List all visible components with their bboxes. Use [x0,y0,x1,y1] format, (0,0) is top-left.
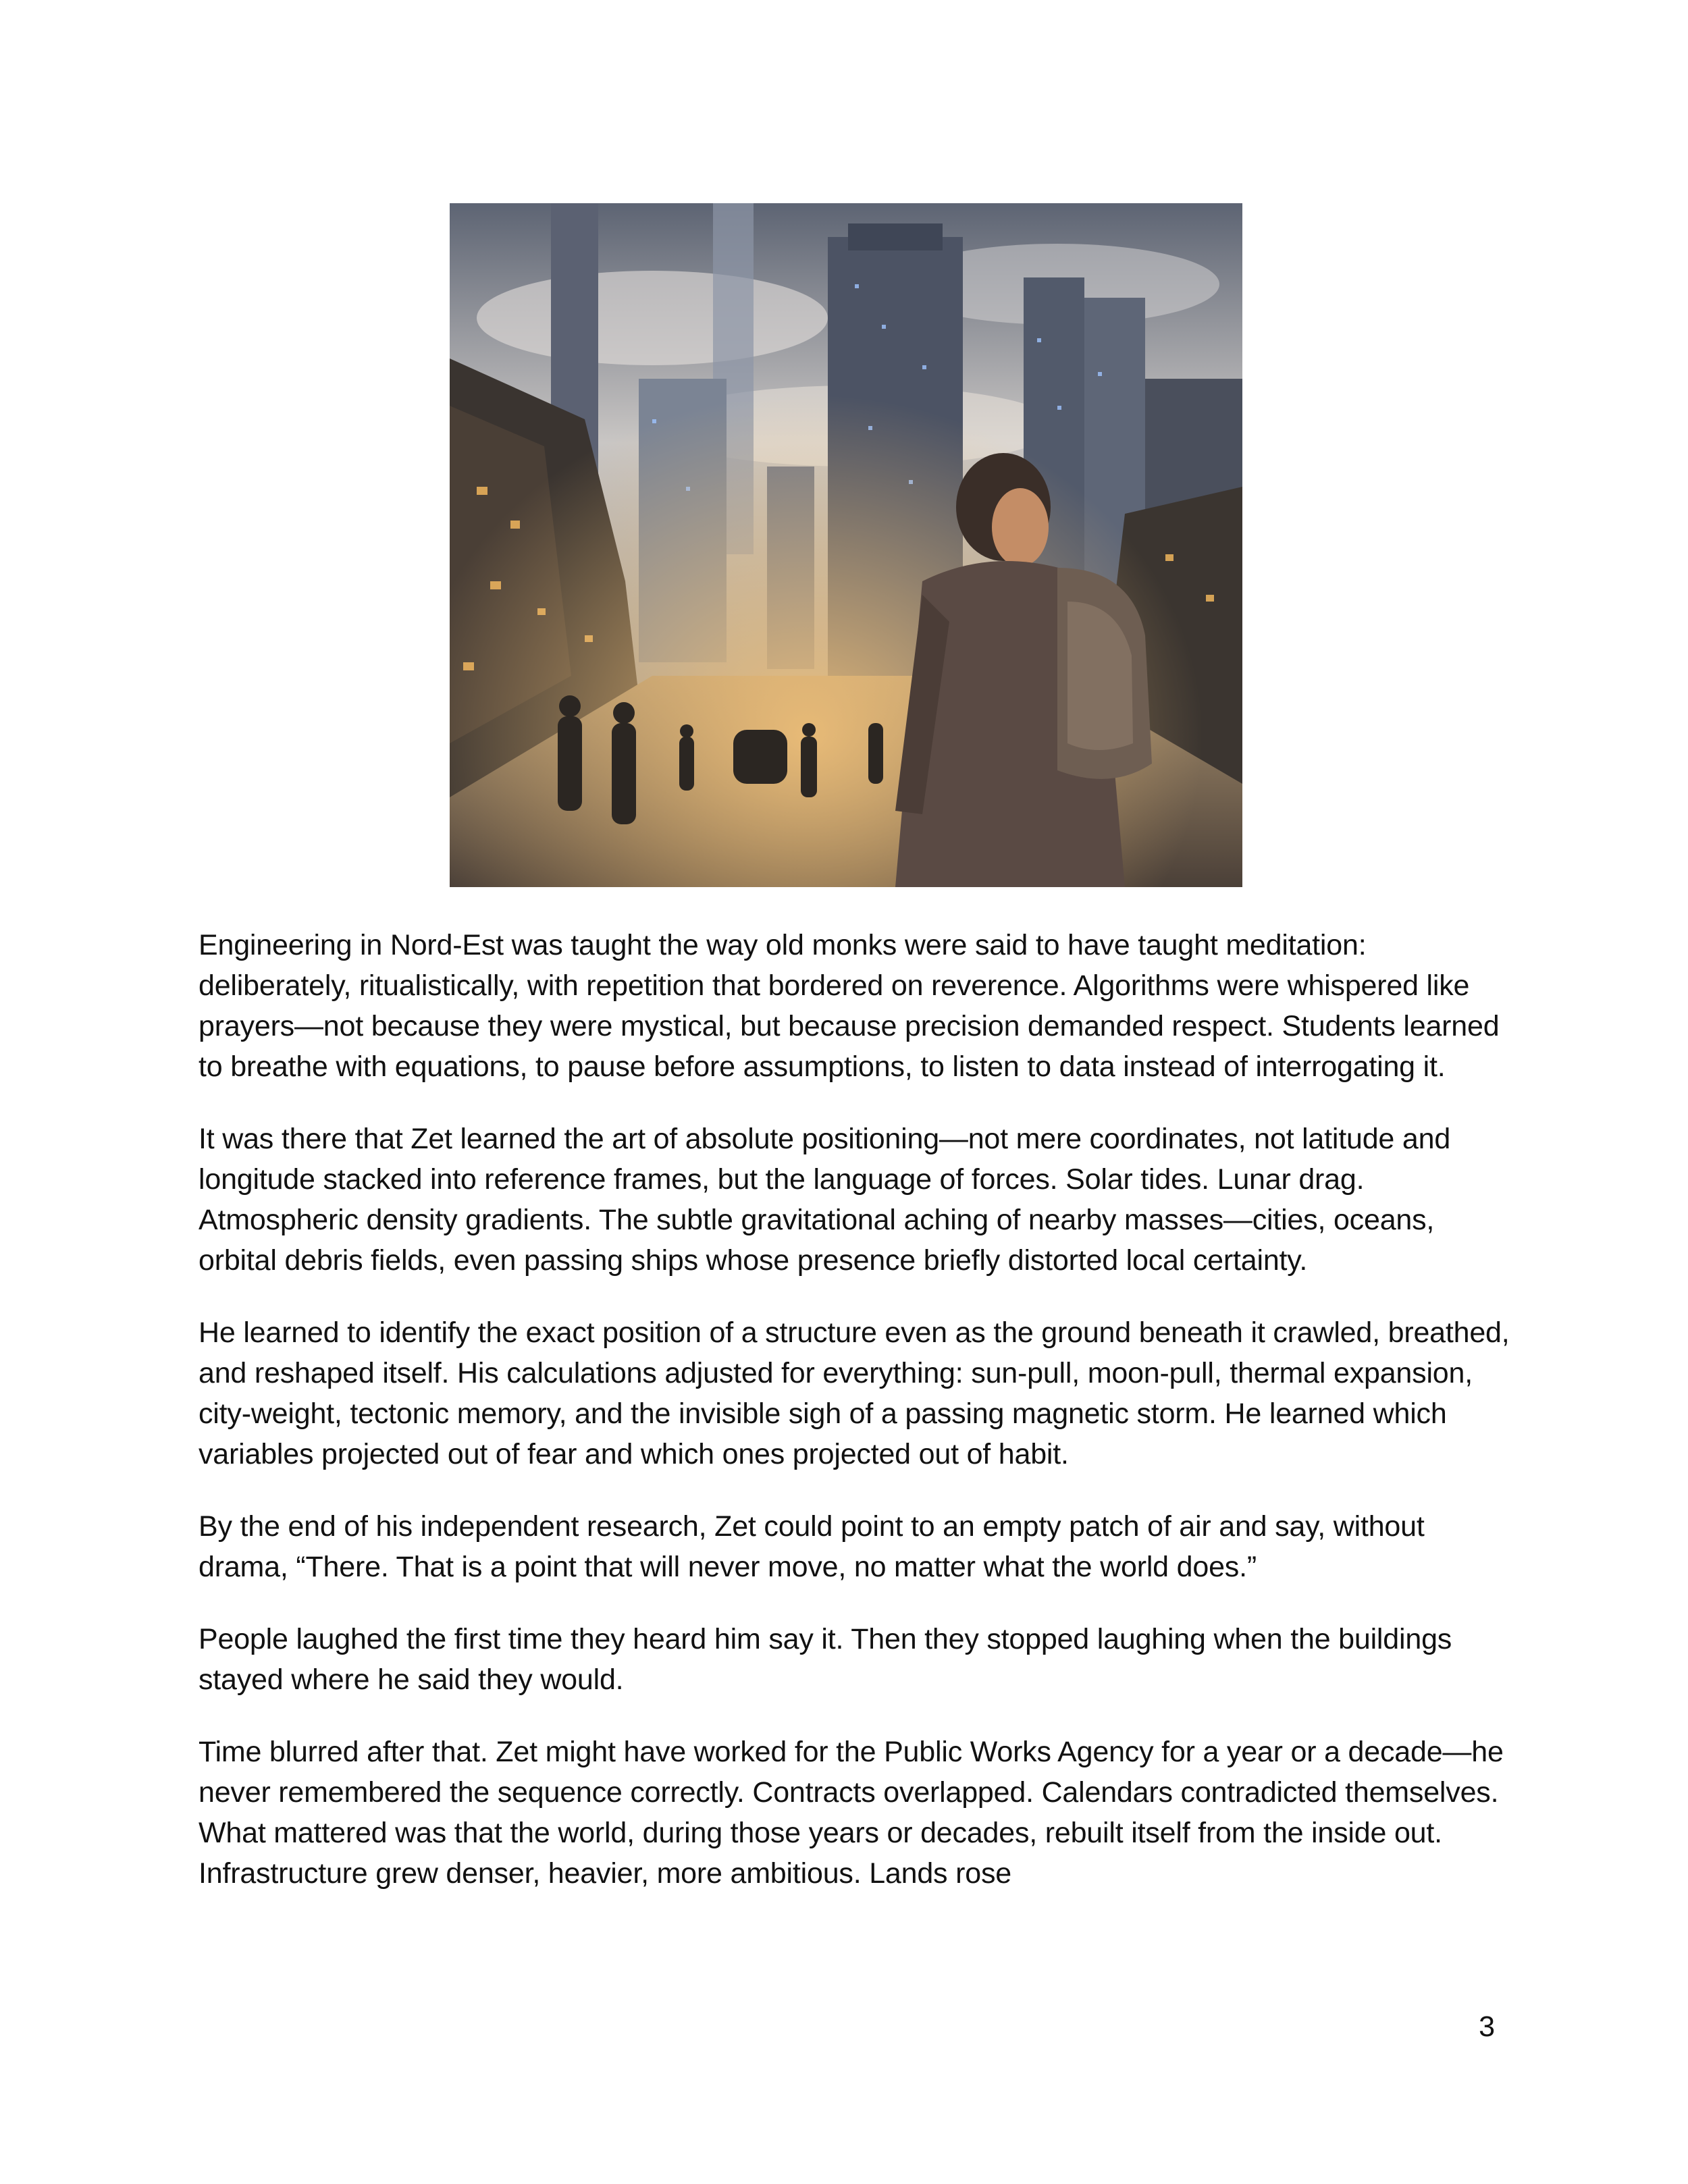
city-illustration-image [450,203,1242,887]
paragraph: By the end of his independent research, Zet could point to an empty patch of air and say, without drama, “There. That is a point that will never move, no matter what the world does.” [199,1510,1425,1583]
paragraph: He learned to identify the exact position of a structure even as the ground beneath it crawled, breathed, and reshaped itself. His calculations adjusted for everything: sun-pull, moon-pull, thermal expansion, city-weight, tectonic memory, and the invisible sigh of a passing magnetic storm. He learned which variables projected out of fear and which ones projected out of habit. [199,1316,1510,1470]
paragraph: It was there that Zet learned the art of absolute positioning—not mere coordinates, not latitude and longitude stacked into reference frames, but the language of forces. Solar tides. Lunar drag. Atmospheric density gradients. The subtle gravitational aching of nearby masses—cities, oceans, orbital debris fields, even passing ships whose presence briefly distorted local certainty. [199,1123,1451,1277]
page-number: 3 [1479,2010,1495,2043]
paragraph: Time blurred after that. Zet might have worked for the Public Works Agency for a year or a decade—he never remembered the sequence correctly. Contracts overlapped. Calendars contradicted themselves. What mattered was that the world, during those years or decades, rebuilt itself from the inside out. Infrastructure grew denser, heavier, more ambitious. Lands rose [199,1736,1504,1890]
city-illustration [450,203,1242,887]
paragraph: Engineering in Nord-Est was taught the way old monks were said to have taught meditation: deliberately, ritualistically, with repetition that bordered on reverence. Algorithms were whispered like prayers—not because they were mystical, but because precision demanded respect. Students learned to breathe with equations, to pause before assumptions, to listen to data instead of interrogating it. [199,929,1500,1083]
paragraph: People laughed the first time they heard him say it. Then they stopped laughing when the buildings stayed where he said they would. [199,1623,1452,1696]
body-text [199,925,1515,1925]
